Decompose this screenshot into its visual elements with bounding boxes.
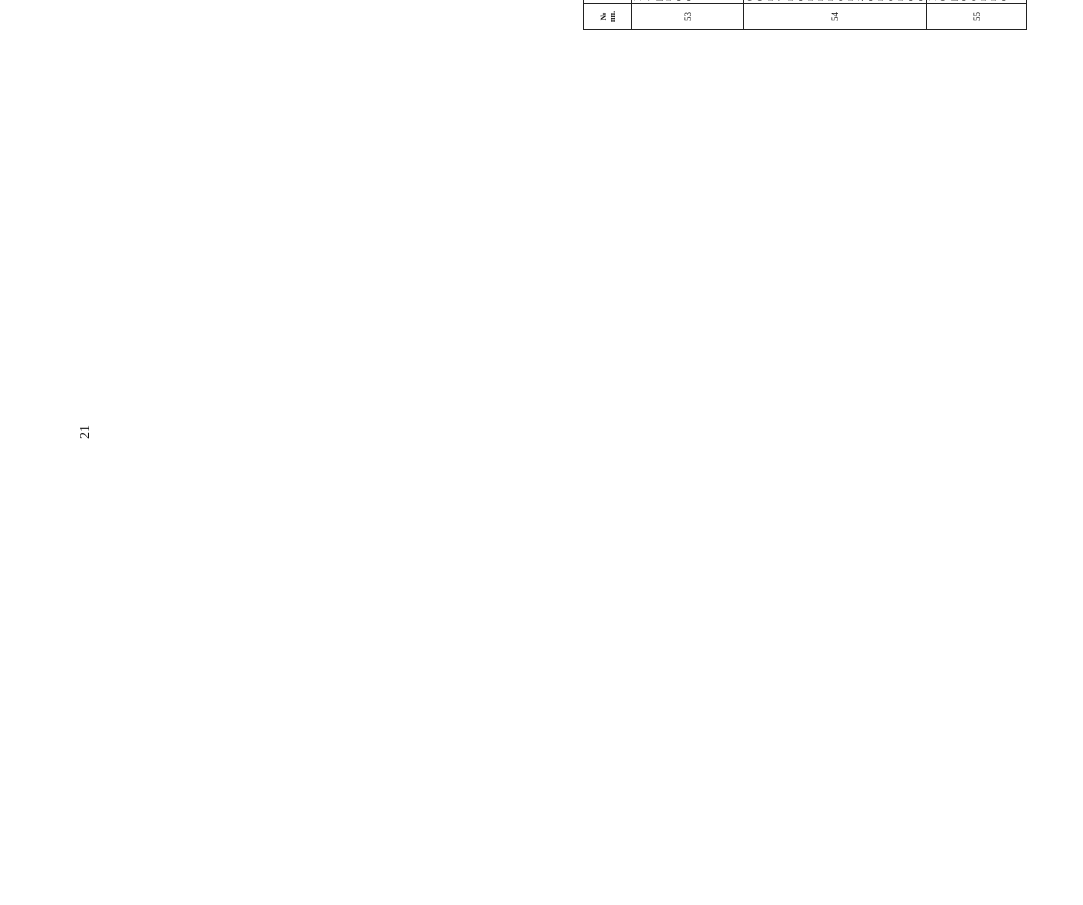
row-number: 54 bbox=[744, 4, 927, 30]
header-num: № пп. bbox=[584, 4, 632, 30]
table-header bbox=[584, 0, 632, 30]
table-row bbox=[744, 0, 788, 30]
header-name bbox=[584, 0, 632, 4]
page-number: 21 bbox=[78, 425, 93, 439]
activity-name bbox=[744, 0, 927, 4]
table-body bbox=[632, 0, 1027, 30]
table-row bbox=[632, 0, 668, 30]
table-row bbox=[927, 0, 977, 30]
activity-name bbox=[632, 0, 744, 4]
rotated-table-container bbox=[583, 0, 1083, 30]
row-number: 55 bbox=[927, 4, 1027, 30]
budget-table bbox=[583, 0, 1027, 30]
row-number: 53 bbox=[632, 4, 744, 30]
activity-name bbox=[927, 0, 1027, 4]
